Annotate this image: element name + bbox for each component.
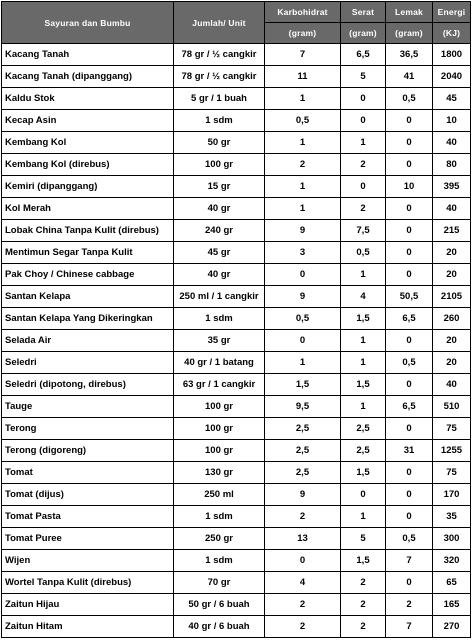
- header-name: Sayuran dan Bumbu: [2, 2, 174, 44]
- cell-name: Kembang Kol: [2, 132, 174, 154]
- cell-unit: 130 gr: [174, 462, 265, 484]
- table-row: [2, 528, 471, 550]
- cell-energy: 300: [433, 528, 471, 550]
- cell-unit: 50 gr: [174, 132, 265, 154]
- cell-fiber: 0: [341, 110, 386, 132]
- cell-name: Seledri: [2, 352, 174, 374]
- table-row: [2, 440, 471, 462]
- cell-fat: 7: [386, 616, 433, 638]
- cell-name: Santan Kelapa: [2, 286, 174, 308]
- cell-unit: 1 sdm: [174, 506, 265, 528]
- cell-energy: 80: [433, 154, 471, 176]
- cell-fat: 0,5: [386, 352, 433, 374]
- cell-carb: 1,5: [265, 374, 341, 396]
- cell-name: Santan Kelapa Yang Dikeringkan: [2, 308, 174, 330]
- header-unit: Jumlah/ Unit: [174, 2, 265, 44]
- cell-energy: 510: [433, 396, 471, 418]
- table-row: [2, 286, 471, 308]
- cell-energy: 75: [433, 462, 471, 484]
- cell-fat: 0,5: [386, 88, 433, 110]
- cell-carb: 1: [265, 352, 341, 374]
- table-row: [2, 462, 471, 484]
- cell-energy: 40: [433, 132, 471, 154]
- cell-unit: 100 gr: [174, 418, 265, 440]
- cell-fat: 31: [386, 440, 433, 462]
- cell-fiber: 2: [341, 154, 386, 176]
- cell-name: Tomat Pasta: [2, 506, 174, 528]
- cell-unit: 1 sdm: [174, 550, 265, 572]
- table-row: [2, 352, 471, 374]
- cell-name: Kecap Asin: [2, 110, 174, 132]
- cell-energy: 270: [433, 616, 471, 638]
- table-row: [2, 308, 471, 330]
- cell-fat: 0: [386, 110, 433, 132]
- cell-energy: 1800: [433, 44, 471, 66]
- cell-unit: 45 gr: [174, 242, 265, 264]
- header-row: [2, 2, 471, 23]
- cell-fiber: 6,5: [341, 44, 386, 66]
- cell-unit: 5 gr / 1 buah: [174, 88, 265, 110]
- cell-energy: 75: [433, 418, 471, 440]
- table-row: [2, 88, 471, 110]
- cell-unit: 15 gr: [174, 176, 265, 198]
- cell-name: Wijen: [2, 550, 174, 572]
- cell-energy: 20: [433, 242, 471, 264]
- cell-carb: 1: [265, 198, 341, 220]
- cell-fiber: 1: [341, 330, 386, 352]
- cell-fiber: 5: [341, 66, 386, 88]
- cell-fat: 0: [386, 198, 433, 220]
- cell-carb: 0: [265, 264, 341, 286]
- table-row: [2, 176, 471, 198]
- header-fiber-unit: (gram): [341, 23, 386, 44]
- cell-unit: 78 gr / ½ cangkir: [174, 44, 265, 66]
- cell-fat: 6,5: [386, 396, 433, 418]
- cell-fat: 0: [386, 418, 433, 440]
- cell-carb: 9: [265, 484, 341, 506]
- cell-energy: 260: [433, 308, 471, 330]
- cell-fiber: 1: [341, 352, 386, 374]
- cell-unit: 35 gr: [174, 330, 265, 352]
- table-row: [2, 44, 471, 66]
- cell-name: Zaitun Hijau: [2, 594, 174, 616]
- table-row: [2, 506, 471, 528]
- cell-carb: 1: [265, 88, 341, 110]
- cell-carb: 2,5: [265, 440, 341, 462]
- cell-name: Selada Air: [2, 330, 174, 352]
- cell-carb: 2: [265, 594, 341, 616]
- cell-name: Kemiri (dipanggang): [2, 176, 174, 198]
- cell-carb: 4: [265, 572, 341, 594]
- table-row: [2, 484, 471, 506]
- cell-fat: 0: [386, 572, 433, 594]
- cell-carb: 9: [265, 220, 341, 242]
- table-row: [2, 110, 471, 132]
- cell-fiber: 1,5: [341, 374, 386, 396]
- cell-carb: 0: [265, 330, 341, 352]
- cell-unit: 40 gr: [174, 198, 265, 220]
- cell-energy: 20: [433, 264, 471, 286]
- cell-unit: 100 gr: [174, 440, 265, 462]
- cell-fat: 0: [386, 330, 433, 352]
- cell-unit: 50 gr / 6 buah: [174, 594, 265, 616]
- cell-unit: 63 gr / 1 cangkir: [174, 374, 265, 396]
- cell-unit: 40 gr / 1 batang: [174, 352, 265, 374]
- cell-name: Kaldu Stok: [2, 88, 174, 110]
- cell-energy: 2105: [433, 286, 471, 308]
- table-row: [2, 198, 471, 220]
- cell-fat: 0: [386, 506, 433, 528]
- cell-carb: 0,5: [265, 110, 341, 132]
- cell-fiber: 7,5: [341, 220, 386, 242]
- cell-carb: 7: [265, 44, 341, 66]
- table-row: [2, 418, 471, 440]
- cell-fat: 2: [386, 594, 433, 616]
- table-body: [2, 44, 471, 638]
- cell-energy: 40: [433, 198, 471, 220]
- cell-name: Kacang Tanah: [2, 44, 174, 66]
- cell-name: Wortel Tanpa Kulit (direbus): [2, 572, 174, 594]
- cell-energy: 20: [433, 330, 471, 352]
- cell-fiber: 2: [341, 572, 386, 594]
- cell-unit: 70 gr: [174, 572, 265, 594]
- cell-fat: 0: [386, 220, 433, 242]
- header-carb: Karbohidrat: [265, 2, 341, 23]
- cell-fat: 0: [386, 462, 433, 484]
- table-row: [2, 154, 471, 176]
- cell-carb: 3: [265, 242, 341, 264]
- cell-carb: 9: [265, 286, 341, 308]
- cell-carb: 2,5: [265, 418, 341, 440]
- cell-name: Kembang Kol (direbus): [2, 154, 174, 176]
- cell-fat: 0: [386, 264, 433, 286]
- cell-carb: 2: [265, 154, 341, 176]
- cell-unit: 250 gr: [174, 528, 265, 550]
- cell-energy: 165: [433, 594, 471, 616]
- cell-name: Terong (digoreng): [2, 440, 174, 462]
- cell-fat: 0: [386, 154, 433, 176]
- cell-energy: 40: [433, 374, 471, 396]
- cell-name: Lobak China Tanpa Kulit (direbus): [2, 220, 174, 242]
- cell-fat: 10: [386, 176, 433, 198]
- table-row: [2, 374, 471, 396]
- cell-carb: 1: [265, 176, 341, 198]
- cell-fiber: 2: [341, 594, 386, 616]
- cell-unit: 40 gr / 6 buah: [174, 616, 265, 638]
- header-energy-unit: (KJ): [433, 23, 471, 44]
- table-row: [2, 132, 471, 154]
- header-fat-unit: (gram): [386, 23, 433, 44]
- table-row: [2, 396, 471, 418]
- cell-fiber: 0: [341, 176, 386, 198]
- cell-fat: 41: [386, 66, 433, 88]
- cell-unit: 40 gr: [174, 264, 265, 286]
- table-row: [2, 616, 471, 638]
- cell-name: Tomat: [2, 462, 174, 484]
- cell-fat: 0: [386, 374, 433, 396]
- header-energy: Energi: [433, 2, 471, 23]
- cell-carb: 0,5: [265, 308, 341, 330]
- header-carb-unit: (gram): [265, 23, 341, 44]
- cell-name: Tomat Puree: [2, 528, 174, 550]
- cell-carb: 2: [265, 616, 341, 638]
- cell-energy: 395: [433, 176, 471, 198]
- cell-carb: 11: [265, 66, 341, 88]
- cell-fat: 50,5: [386, 286, 433, 308]
- table-row: [2, 264, 471, 286]
- cell-carb: 1: [265, 132, 341, 154]
- cell-energy: 20: [433, 352, 471, 374]
- cell-unit: 1 sdm: [174, 110, 265, 132]
- table-row: [2, 550, 471, 572]
- cell-energy: 1255: [433, 440, 471, 462]
- cell-fat: 0: [386, 484, 433, 506]
- cell-fiber: 5: [341, 528, 386, 550]
- cell-fiber: 1: [341, 264, 386, 286]
- cell-fat: 36,5: [386, 44, 433, 66]
- cell-fat: 0,5: [386, 528, 433, 550]
- cell-name: Tomat (dijus): [2, 484, 174, 506]
- cell-fiber: 0: [341, 484, 386, 506]
- table-row: [2, 220, 471, 242]
- cell-fiber: 1,5: [341, 550, 386, 572]
- cell-fiber: 0: [341, 88, 386, 110]
- table-header: [2, 2, 471, 44]
- cell-name: Tauge: [2, 396, 174, 418]
- cell-carb: 0: [265, 550, 341, 572]
- cell-fiber: 2,5: [341, 418, 386, 440]
- cell-unit: 100 gr: [174, 154, 265, 176]
- table-row: [2, 572, 471, 594]
- cell-unit: 250 ml: [174, 484, 265, 506]
- cell-fiber: 1: [341, 396, 386, 418]
- cell-energy: 10: [433, 110, 471, 132]
- cell-name: Seledri (dipotong, direbus): [2, 374, 174, 396]
- cell-energy: 65: [433, 572, 471, 594]
- cell-name: Pak Choy / Chinese cabbage: [2, 264, 174, 286]
- cell-name: Kacang Tanah (dipanggang): [2, 66, 174, 88]
- nutrition-table: [1, 1, 471, 638]
- cell-energy: 320: [433, 550, 471, 572]
- cell-fiber: 4: [341, 286, 386, 308]
- cell-carb: 9,5: [265, 396, 341, 418]
- cell-energy: 45: [433, 88, 471, 110]
- cell-fiber: 1,5: [341, 462, 386, 484]
- cell-unit: 250 ml / 1 cangkir: [174, 286, 265, 308]
- cell-unit: 240 gr: [174, 220, 265, 242]
- cell-fat: 0: [386, 242, 433, 264]
- cell-name: Zaitun Hitam: [2, 616, 174, 638]
- cell-energy: 35: [433, 506, 471, 528]
- cell-fiber: 1: [341, 132, 386, 154]
- cell-fiber: 0,5: [341, 242, 386, 264]
- cell-energy: 170: [433, 484, 471, 506]
- cell-name: Terong: [2, 418, 174, 440]
- cell-name: Kol Merah: [2, 198, 174, 220]
- table-row: [2, 66, 471, 88]
- cell-fiber: 1,5: [341, 308, 386, 330]
- cell-fat: 6,5: [386, 308, 433, 330]
- cell-unit: 100 gr: [174, 396, 265, 418]
- cell-fat: 0: [386, 132, 433, 154]
- cell-fiber: 2: [341, 616, 386, 638]
- table-row: [2, 242, 471, 264]
- cell-fiber: 2: [341, 198, 386, 220]
- cell-energy: 215: [433, 220, 471, 242]
- cell-carb: 13: [265, 528, 341, 550]
- cell-carb: 2: [265, 506, 341, 528]
- cell-fiber: 2,5: [341, 440, 386, 462]
- header-fat: Lemak: [386, 2, 433, 23]
- table-row: [2, 330, 471, 352]
- header-fiber: Serat: [341, 2, 386, 23]
- cell-energy: 2040: [433, 66, 471, 88]
- cell-carb: 2,5: [265, 462, 341, 484]
- cell-fiber: 1: [341, 506, 386, 528]
- cell-unit: 78 gr / ½ cangkir: [174, 66, 265, 88]
- cell-fat: 7: [386, 550, 433, 572]
- cell-unit: 1 sdm: [174, 308, 265, 330]
- cell-name: Mentimun Segar Tanpa Kulit: [2, 242, 174, 264]
- table-row: [2, 594, 471, 616]
